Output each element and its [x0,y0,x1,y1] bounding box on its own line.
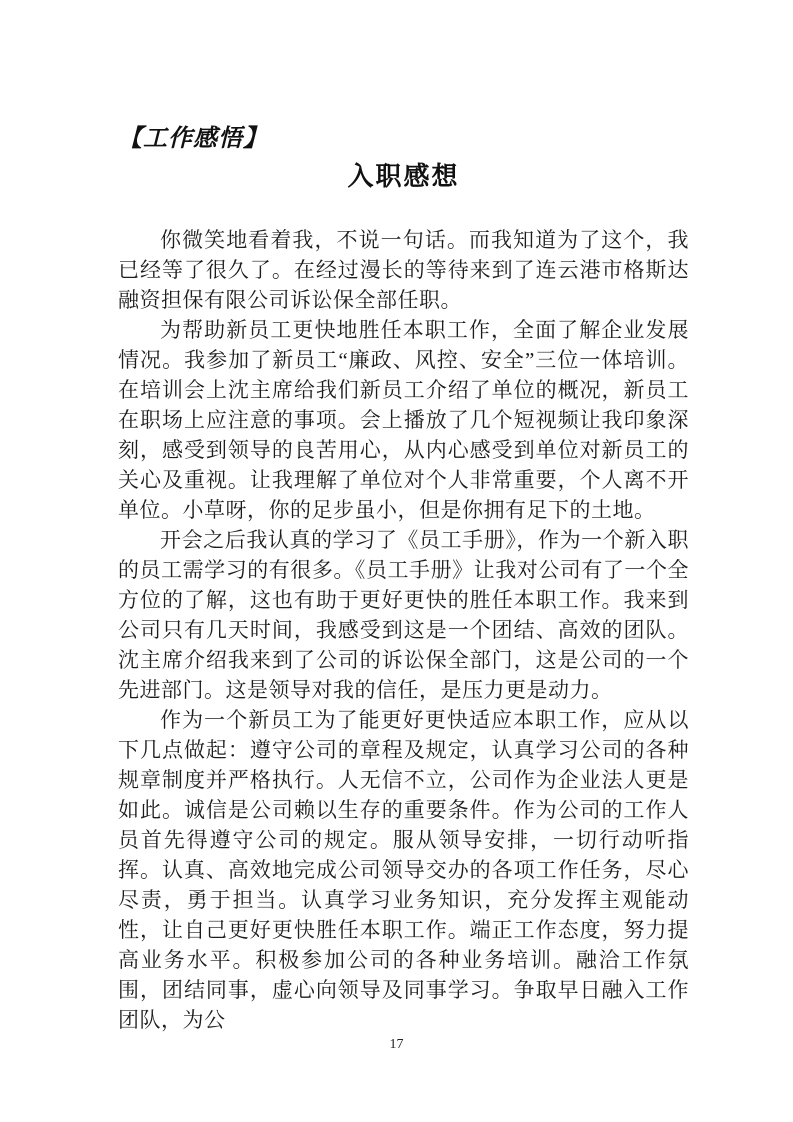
paragraph-1: 你微笑地看着我，不说一句话。而我知道为了这个，我已经等了很久了。在经过漫长的等待来到了连云港市格斯达融资担保有限公司诉讼保全部任职。 [118,228,689,312]
page-title: 入职感想 [347,161,460,191]
document-body [118,225,689,1035]
page-number: 17 [389,1037,404,1052]
paragraph-2: 为帮助新员工更快地胜任本职工作，全面了解企业发展情况。我参加了新员工“廉政、风控、安全”三位一体培训。在培训会上沈主席给我们新员工介绍了单位的概况，新员工在职场上应注意的事项。会上播放了几个短视频让我印象深刻，感受到领导的良苦用心，从内心感受到单位对新员工的关心及重视。让我理解了单位对个人非常重要，个人离不开单位。小草呀，你的足步虽小，但是你拥有足下的土地。 [118,318,689,522]
paragraph-3: 开会之后我认真的学习了《员工手册》，作为一个新入职的员工需学习的有很多。《员工手册》让我对公司有了一个全方位的了解，这也有助于更好更快的胜任本职工作。我来到公司只有几天时间，我感受到这是一个团结、高效的团队。沈主席介绍我来到了公司的诉讼保全部门，这是公司的一个先进部门。这是领导对我的信任，是压力更是动力。 [118,528,689,702]
paragraph-4: 作为一个新员工为了能更好更快适应本职工作，应从以下几点做起：遵守公司的章程及规定，认真学习公司的各种规章制度并严格执行。人无信不立，公司作为企业法人更是如此。诚信是公司赖以生存的重要条件。作为公司的工作人员首先得遵守公司的规定。服从领导安排，一切行动听指挥。认真、高效地完成公司领导交办的各项工作任务，尽心尽责，勇于担当。认真学习业务知识，充分发挥主观能动性，让自己更好更快胜任本职工作。端正工作态度，努力提高业务水平。积极参加公司的各种业务培训。融洽工作氛围，团结同事，虚心向领导及同事学习。争取早日融入工作团队，为公 [118,708,689,1032]
section-heading: 【工作感悟】 [118,126,268,152]
